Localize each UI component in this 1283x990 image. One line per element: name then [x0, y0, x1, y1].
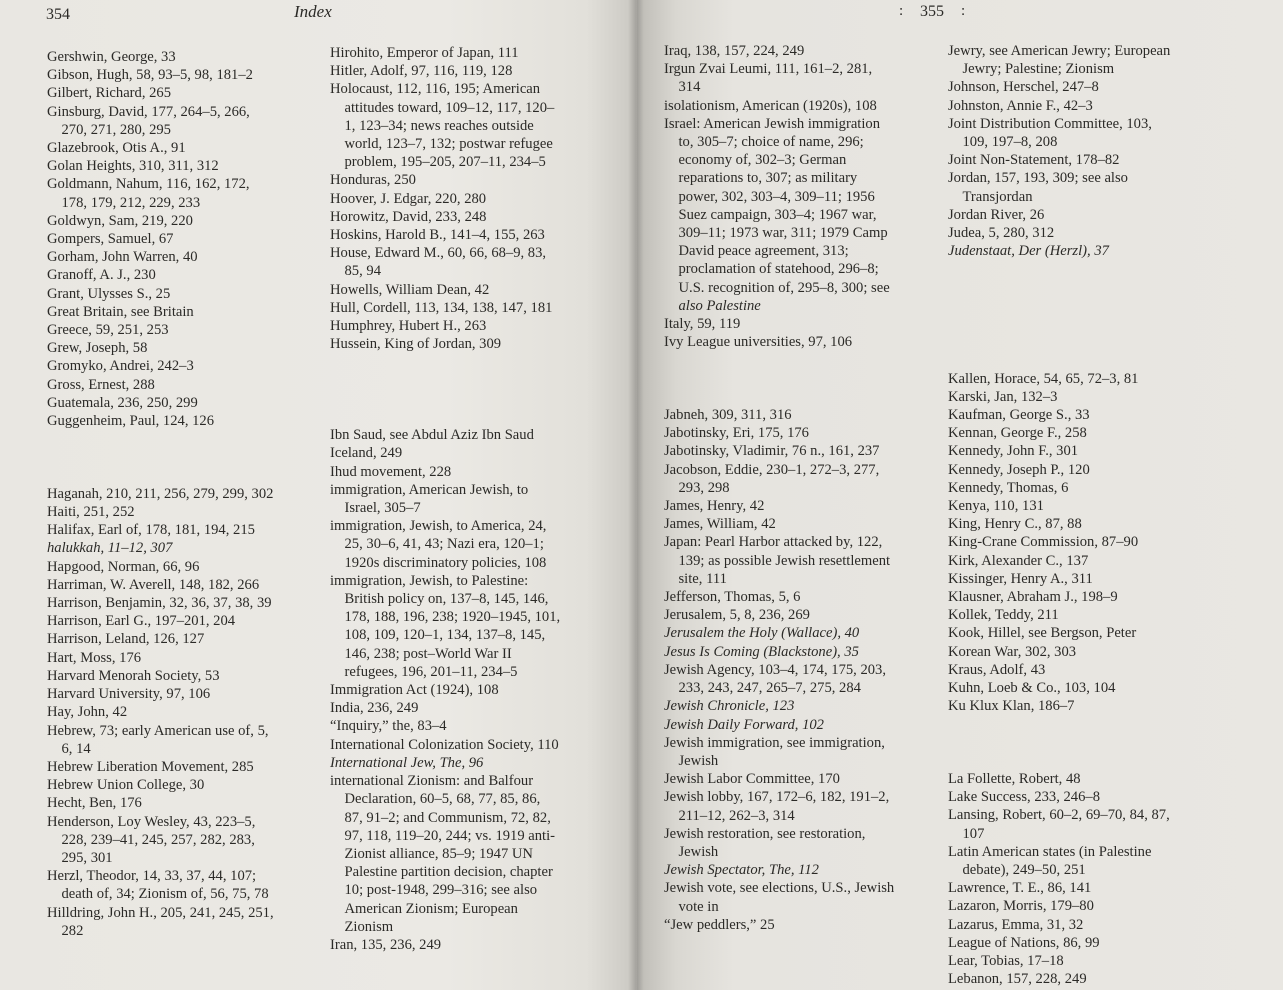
- index-entry: Kook, Hillel, see Bergson, Peter: [948, 625, 1137, 642]
- index-entry: Gompers, Samuel, 67: [47, 231, 174, 248]
- index-entry: Hussein, King of Jordan, 309: [330, 336, 502, 353]
- index-entry-continuation: 295, 301: [61, 849, 113, 866]
- index-entry: Ginsburg, David, 177, 264–5, 266,: [47, 103, 250, 120]
- index-entry-continuation: vote in: [678, 898, 719, 915]
- index-entry-continuation: 107: [962, 825, 985, 842]
- index-entry: Jerusalem, 5, 8, 236, 269: [664, 607, 810, 624]
- margin-mark: :: [961, 3, 966, 19]
- index-entry-continuation: 1, 123–34; news reaches outside: [344, 117, 534, 134]
- index-entry: Harrison, Earl G., 197–201, 204: [47, 613, 236, 630]
- index-entry: Kennedy, John F., 301: [948, 443, 1079, 460]
- index-entry: Kenya, 110, 131: [948, 498, 1044, 515]
- index-entry: immigration, American Jewish, to: [330, 481, 529, 498]
- index-entry: Lazarus, Emma, 31, 32: [948, 916, 1084, 933]
- index-entry-continuation: Jewry; Palestine; Zionism: [962, 61, 1115, 78]
- index-entry: Guggenheim, Paul, 124, 126: [47, 413, 215, 430]
- index-entry: Jewish Chronicle, 123: [664, 698, 795, 715]
- index-entry-continuation: 293, 298: [678, 479, 730, 496]
- index-entry: Joint Distribution Committee, 103,: [948, 115, 1152, 132]
- index-entry-continuation: David peace agreement, 313;: [678, 243, 849, 260]
- index-column-left-2: [330, 44, 560, 954]
- index-entry-continuation: reparations to, 307; as military: [678, 170, 858, 187]
- index-entry: Grant, Ulysses S., 25: [47, 285, 171, 302]
- index-entry: Jewish Spectator, The, 112: [664, 862, 819, 879]
- index-entry-continuation: Israel, 305–7: [344, 500, 421, 517]
- index-entry: Kissinger, Henry A., 311: [948, 570, 1093, 587]
- index-entry: Lazaron, Morris, 179–80: [948, 898, 1094, 915]
- index-entry: Kuhn, Loeb & Co., 103, 104: [948, 680, 1116, 697]
- index-entry: Gorham, John Warren, 40: [47, 249, 198, 266]
- index-entry: Klausner, Abraham J., 198–9: [948, 589, 1118, 606]
- index-entry-continuation: 270, 271, 280, 295: [61, 121, 171, 138]
- index-entry-continuation: British policy on, 137–8, 145, 146,: [344, 591, 549, 608]
- index-entry: Ihud movement, 228: [330, 463, 452, 480]
- index-entry-continuation: 228, 239–41, 245, 257, 282, 283,: [61, 831, 255, 848]
- index-entry: Kollek, Teddy, 211: [948, 607, 1059, 624]
- index-entry: Hirohito, Emperor of Japan, 111: [330, 45, 519, 61]
- index-entry: House, Edward M., 60, 66, 68–9, 83,: [330, 245, 547, 262]
- index-entry-continuation: to, 305–7; choice of name, 296;: [678, 134, 864, 151]
- index-entry: Kraus, Adolf, 43: [948, 661, 1046, 678]
- margin-mark: :: [899, 3, 904, 19]
- index-entry: international Zionism: and Balfour: [330, 773, 534, 790]
- index-entry: Gromyko, Andrei, 242–3: [47, 358, 194, 375]
- index-entry-continuation: Transjordan: [962, 188, 1033, 205]
- index-entry: Jordan River, 26: [948, 206, 1045, 223]
- index-entry: Great Britain, see Britain: [47, 303, 194, 320]
- index-entry: Hoover, J. Edgar, 220, 280: [330, 190, 487, 207]
- index-entry: Harvard Menorah Society, 53: [47, 667, 220, 684]
- index-entry-continuation: attitudes toward, 109–12, 117, 120–: [344, 99, 555, 116]
- index-entry: Hebrew Union College, 30: [47, 777, 205, 794]
- index-entry: Jabneh, 309, 311, 316: [664, 407, 792, 424]
- index-entry: James, Henry, 42: [664, 498, 765, 515]
- index-entry: Grew, Joseph, 58: [47, 340, 148, 357]
- index-entry: Henderson, Loy Wesley, 43, 223–5,: [47, 813, 256, 830]
- index-entry: Gershwin, George, 33: [47, 49, 176, 65]
- left-page: [0, 0, 637, 990]
- index-entry-continuation: 178, 188, 196, 238; 1920–1945, 101,: [344, 609, 561, 626]
- index-column-right-1: [664, 42, 894, 934]
- index-entry-continuation: Jewish: [678, 843, 719, 860]
- index-entry: Jordan, 157, 193, 309; see also: [948, 170, 1128, 187]
- index-entry: Israel: American Jewish immigration: [664, 115, 881, 132]
- index-entry: Greece, 59, 251, 253: [47, 322, 169, 339]
- index-entry: Harrison, Benjamin, 32, 36, 37, 38, 39: [47, 595, 272, 612]
- index-entry: Harvard University, 97, 106: [47, 686, 211, 703]
- page-number-left: 354: [46, 6, 70, 23]
- index-entry: isolationism, American (1920s), 108: [664, 97, 877, 114]
- index-entry-continuation: 25, 30–6, 41, 43; Nazi era, 120–1;: [344, 536, 544, 553]
- index-entry-continuation: Zionist alliance, 85–9; 1947 UN: [344, 845, 533, 862]
- index-entry: Lawrence, T. E., 86, 141: [948, 880, 1092, 897]
- page-number-right: 355: [920, 3, 944, 20]
- index-entry-continuation: also Palestine: [678, 297, 761, 314]
- index-entry: Joint Non-Statement, 178–82: [948, 152, 1120, 169]
- index-entry: “Inquiry,” the, 83–4: [330, 718, 447, 735]
- index-entry: International Jew, The, 96: [330, 754, 484, 771]
- index-entry: Hebrew Liberation Movement, 285: [47, 758, 254, 775]
- index-entry-continuation: U.S. recognition of, 295–8, 300; see: [678, 279, 890, 296]
- index-entry: Hebrew, 73; early American use of, 5,: [47, 722, 269, 739]
- index-entry: Iran, 135, 236, 249: [330, 936, 442, 953]
- index-entry: Jewish immigration, see immigration,: [664, 734, 885, 751]
- index-entry: Hay, John, 42: [47, 704, 128, 721]
- index-entry: Italy, 59, 119: [664, 316, 741, 333]
- index-entry: halukkah, 11–12, 307: [47, 540, 173, 557]
- index-entry: Glazebrook, Otis A., 91: [47, 140, 186, 157]
- index-entry: immigration, Jewish, to Palestine:: [330, 572, 529, 589]
- index-entry: Lansing, Robert, 60–2, 69–70, 84, 87,: [948, 807, 1170, 824]
- index-entry: Ku Klux Klan, 186–7: [948, 698, 1075, 715]
- index-entry: Lake Success, 233, 246–8: [948, 789, 1100, 806]
- index-entry: Johnston, Annie F., 42–3: [948, 97, 1093, 114]
- index-entry: Jewish Daily Forward, 102: [664, 716, 824, 733]
- index-entry: Gross, Ernest, 288: [47, 376, 155, 393]
- index-column-right-2: [948, 42, 1170, 988]
- index-column-left-1: [47, 48, 274, 940]
- index-entry-continuation: 139; as possible Jewish resettlement: [678, 552, 891, 569]
- index-entry-continuation: Jewish: [678, 752, 719, 769]
- index-entry-continuation: power, 302, 303–4, 309–11; 1956: [678, 188, 875, 205]
- index-entry: Goldwyn, Sam, 219, 220: [47, 212, 193, 229]
- index-entry: Jefferson, Thomas, 5, 6: [664, 589, 801, 606]
- index-entry: Hoskins, Harold B., 141–4, 155, 263: [330, 227, 545, 244]
- index-entry: Goldmann, Nahum, 116, 162, 172,: [47, 176, 250, 193]
- index-entry: Ibn Saud, see Abdul Aziz Ibn Saud: [330, 427, 534, 444]
- index-entry: Haganah, 210, 211, 256, 279, 299, 302: [47, 485, 274, 502]
- index-entry: King, Henry C., 87, 88: [948, 516, 1082, 533]
- running-head: Index: [294, 2, 332, 21]
- index-entry: Latin American states (in Palestine: [948, 843, 1152, 860]
- index-entry: Judenstaat, Der (Herzl), 37: [948, 243, 1109, 260]
- index-entry-continuation: 10; post-1948, 299–316; see also: [344, 882, 538, 899]
- index-entry: Granoff, A. J., 230: [47, 267, 156, 284]
- index-entry-continuation: 309–11; 1973 war, 311; 1979 Camp: [678, 225, 888, 242]
- index-entry: Hapgood, Norman, 66, 96: [47, 558, 200, 575]
- index-entry-continuation: refugees, 196, 201–11, 234–5: [344, 663, 518, 680]
- index-entry: Iraq, 138, 157, 224, 249: [664, 43, 805, 59]
- index-entry: Korean War, 302, 303: [948, 643, 1077, 660]
- index-entry-continuation: Suez campaign, 303–4; 1967 war,: [678, 206, 877, 223]
- index-entry-continuation: 85, 94: [344, 263, 381, 280]
- index-entry: Jesus Is Coming (Blackstone), 35: [664, 643, 859, 660]
- index-entry-continuation: 97, 118, 119–20, 244; vs. 1919 anti-: [344, 827, 556, 844]
- index-entry: Haiti, 251, 252: [47, 504, 135, 521]
- index-entry: immigration, Jewish, to America, 24,: [330, 518, 547, 535]
- index-entry-continuation: death of, 34; Zionism of, 56, 75, 78: [61, 886, 269, 903]
- index-entry: Hitler, Adolf, 97, 116, 119, 128: [330, 63, 513, 80]
- index-entry-continuation: economy of, 302–3; German: [678, 152, 847, 169]
- index-entry: Hull, Cordell, 113, 134, 138, 147, 181: [330, 299, 553, 316]
- index-entry: James, William, 42: [664, 516, 776, 533]
- index-entry: Irgun Zvai Leumi, 111, 161–2, 281,: [664, 61, 873, 78]
- index-entry: “Jew peddlers,” 25: [664, 916, 775, 933]
- index-entry: Kennedy, Thomas, 6: [948, 479, 1069, 496]
- index-entry-continuation: 178, 179, 212, 229, 233: [61, 194, 201, 211]
- index-entry-continuation: problem, 195–205, 207–11, 234–5: [344, 154, 546, 171]
- index-entry: Jabotinsky, Vladimir, 76 n., 161, 237: [664, 443, 880, 460]
- index-entry: Kallen, Horace, 54, 65, 72–3, 81: [948, 370, 1139, 387]
- index-entry-continuation: 1920s discriminatory policies, 108: [344, 554, 547, 571]
- index-entry: Harriman, W. Averell, 148, 182, 266: [47, 576, 260, 593]
- index-entry: Jewish Agency, 103–4, 174, 175, 203,: [664, 661, 886, 678]
- index-entry-continuation: 314: [678, 79, 701, 96]
- index-entry: Halifax, Earl of, 178, 181, 194, 215: [47, 522, 255, 539]
- index-entry: Lebanon, 157, 228, 249: [948, 971, 1087, 988]
- index-entry-continuation: 233, 243, 247, 265–7, 275, 284: [678, 680, 861, 697]
- index-entry-continuation: proclamation of statehood, 296–8;: [678, 261, 879, 278]
- index-entry: Iceland, 249: [330, 445, 403, 462]
- index-entry: Kennedy, Joseph P., 120: [948, 461, 1090, 478]
- index-entry: Kennan, George F., 258: [948, 425, 1087, 442]
- index-entry: Gibson, Hugh, 58, 93–5, 98, 181–2: [47, 67, 253, 84]
- right-page: [637, 0, 1283, 990]
- index-entry: International Colonization Society, 110: [330, 736, 559, 753]
- index-entry: Hecht, Ben, 176: [47, 795, 142, 812]
- index-entry: La Follette, Robert, 48: [948, 771, 1081, 788]
- index-entry-continuation: Palestine partition decision, chapter: [344, 864, 553, 881]
- index-entry: League of Nations, 86, 99: [948, 934, 1100, 951]
- index-entry-continuation: 6, 14: [61, 740, 91, 757]
- index-entry: Howells, William Dean, 42: [330, 281, 490, 298]
- index-entry: Guatemala, 236, 250, 299: [47, 394, 198, 411]
- index-entry: India, 236, 249: [330, 700, 419, 717]
- index-entry: Horowitz, David, 233, 248: [330, 208, 487, 225]
- index-entry: Hart, Moss, 176: [47, 649, 142, 666]
- index-entry: Jabotinsky, Eri, 175, 176: [664, 425, 809, 442]
- index-entry: Ivy League universities, 97, 106: [664, 334, 853, 351]
- index-entry: Herzl, Theodor, 14, 33, 37, 44, 107;: [47, 868, 257, 885]
- index-entry-continuation: site, 111: [678, 570, 727, 587]
- index-entry-continuation: 146, 238; post–World War II: [344, 645, 512, 662]
- index-entry: Honduras, 250: [330, 172, 416, 189]
- index-entry-continuation: American Zionism; European: [344, 900, 518, 917]
- index-entry: Holocaust, 112, 116, 195; American: [330, 81, 541, 98]
- index-entry: Lear, Tobias, 17–18: [948, 953, 1064, 970]
- index-entry-continuation: Declaration, 60–5, 68, 77, 85, 86,: [344, 791, 541, 808]
- index-entry: Jewish vote, see elections, U.S., Jewish: [664, 880, 895, 897]
- index-entry: King-Crane Commission, 87–90: [948, 534, 1139, 551]
- index-entry: Judea, 5, 280, 312: [948, 225, 1055, 242]
- index-entry: Jerusalem the Holy (Wallace), 40: [664, 625, 860, 642]
- book-gutter: [628, 0, 644, 990]
- index-entry: Immigration Act (1924), 108: [330, 682, 499, 699]
- index-entry: Gilbert, Richard, 265: [47, 85, 172, 102]
- index-entry: Golan Heights, 310, 311, 312: [47, 158, 219, 175]
- index-entry: Jacobson, Eddie, 230–1, 272–3, 277,: [664, 461, 880, 478]
- index-entry-continuation: 108, 109, 120–1, 134, 137–8, 145,: [344, 627, 546, 644]
- index-entry: Johnson, Herschel, 247–8: [948, 79, 1099, 96]
- index-entry: Kirk, Alexander C., 137: [948, 552, 1089, 569]
- index-entry: Harrison, Leland, 126, 127: [47, 631, 205, 648]
- index-entry-continuation: 211–12, 262–3, 314: [678, 807, 795, 824]
- index-entry-continuation: Zionism: [344, 918, 394, 935]
- index-entry: Jewry, see American Jewry; European: [948, 43, 1171, 59]
- index-entry: Humphrey, Hubert H., 263: [330, 318, 487, 335]
- index-entry: Japan: Pearl Harbor attacked by, 122,: [664, 534, 883, 551]
- index-entry-continuation: 282: [61, 922, 84, 939]
- index-entry: Jewish restoration, see restoration,: [664, 825, 866, 842]
- index-entry-continuation: 87, 91–2; and Communism, 72, 82,: [344, 809, 551, 826]
- index-entry: Jewish Labor Committee, 170: [664, 771, 840, 788]
- index-entry: Hilldring, John H., 205, 241, 245, 251,: [47, 904, 274, 921]
- index-entry-continuation: debate), 249–50, 251: [962, 862, 1086, 879]
- index-entry: Kaufman, George S., 33: [948, 407, 1090, 423]
- index-entry: Jewish lobby, 167, 172–6, 182, 191–2,: [664, 789, 890, 806]
- index-entry-continuation: world, 123–7, 132; postwar refugee: [344, 136, 553, 153]
- index-entry: Karski, Jan, 132–3: [948, 388, 1058, 405]
- index-entry-continuation: 109, 197–8, 208: [962, 134, 1058, 151]
